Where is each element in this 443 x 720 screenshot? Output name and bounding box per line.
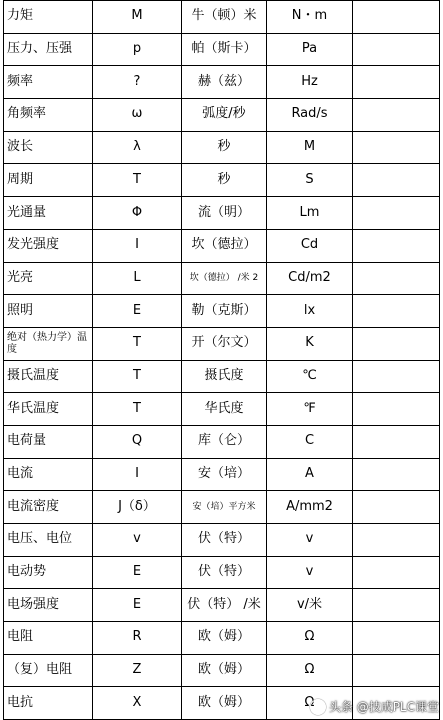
unit-name: 欧（姆）: [182, 687, 267, 720]
quantity-name: 电场强度: [4, 589, 93, 622]
unit-name: 赫（兹）: [182, 66, 267, 99]
units-table: [3, 0, 440, 720]
unit-name: 坎（德拉） /米 2: [182, 262, 267, 295]
table-row: [4, 99, 440, 132]
unit-symbol: lx: [267, 295, 353, 328]
table-row: [4, 295, 440, 328]
quantity-symbol: I: [93, 458, 182, 491]
unit-symbol: ℃: [267, 360, 353, 393]
table-row: [4, 229, 440, 262]
empty-cell: [353, 360, 440, 393]
units-table-body: [4, 1, 440, 720]
unit-symbol: v/米: [267, 589, 353, 622]
quantity-symbol: L: [93, 262, 182, 295]
quantity-name: 力矩: [4, 1, 93, 34]
unit-symbol: Ω: [267, 687, 353, 720]
empty-cell: [353, 622, 440, 655]
quantity-name: （复）电阻: [4, 654, 93, 687]
unit-symbol: A: [267, 458, 353, 491]
table-row: [4, 393, 440, 426]
quantity-symbol: J（δ）: [93, 491, 182, 524]
quantity-symbol: E: [93, 295, 182, 328]
unit-name: 欧（姆）: [182, 622, 267, 655]
quantity-name: 光通量: [4, 197, 93, 230]
unit-name: 弧度/秒: [182, 99, 267, 132]
empty-cell: [353, 491, 440, 524]
watermark-text: 头条 @技成PLC课堂: [328, 700, 439, 714]
quantity-symbol: v: [93, 524, 182, 557]
unit-symbol: N・m: [267, 1, 353, 34]
empty-cell: [353, 1, 440, 34]
unit-symbol: C: [267, 425, 353, 458]
quantity-name: 频率: [4, 66, 93, 99]
unit-name: 牛（顿）米: [182, 1, 267, 34]
unit-name: 秒: [182, 164, 267, 197]
quantity-symbol: X: [93, 687, 182, 720]
quantity-name: 发光强度: [4, 229, 93, 262]
quantity-symbol: E: [93, 556, 182, 589]
quantity-name: 绝对（热力学）温度: [4, 327, 93, 360]
table-row: [4, 327, 440, 360]
unit-name: 帕（斯卡）: [182, 33, 267, 66]
quantity-symbol: ?: [93, 66, 182, 99]
empty-cell: [353, 458, 440, 491]
unit-name: 欧（姆）: [182, 654, 267, 687]
empty-cell: [353, 295, 440, 328]
empty-cell: [353, 524, 440, 557]
quantity-symbol: ω: [93, 99, 182, 132]
unit-name: 秒: [182, 131, 267, 164]
unit-symbol: Ω: [267, 622, 353, 655]
table-row: [4, 131, 440, 164]
quantity-name: 电抗: [4, 687, 93, 720]
table-row: [4, 360, 440, 393]
quantity-symbol: R: [93, 622, 182, 655]
table-row: [4, 1, 440, 34]
quantity-name: 电流密度: [4, 491, 93, 524]
unit-name: 摄氏度: [182, 360, 267, 393]
quantity-symbol: M: [93, 1, 182, 34]
table-row: [4, 491, 440, 524]
quantity-symbol: Z: [93, 654, 182, 687]
table-row: [4, 164, 440, 197]
quantity-name: 电阻: [4, 622, 93, 655]
quantity-name: 华氏温度: [4, 393, 93, 426]
table-row: [4, 33, 440, 66]
quantity-symbol: T: [93, 360, 182, 393]
empty-cell: [353, 33, 440, 66]
watermark-logo-icon: [310, 699, 326, 715]
unit-name: 伏（特）: [182, 524, 267, 557]
unit-symbol: Hz: [267, 66, 353, 99]
quantity-name: 波长: [4, 131, 93, 164]
quantity-name: 摄氏温度: [4, 360, 93, 393]
unit-symbol: Cd: [267, 229, 353, 262]
quantity-name: 压力、压强: [4, 33, 93, 66]
empty-cell: [353, 131, 440, 164]
unit-symbol: S: [267, 164, 353, 197]
quantity-name: 光亮: [4, 262, 93, 295]
empty-cell: [353, 99, 440, 132]
quantity-name: 电动势: [4, 556, 93, 589]
quantity-name: 照明: [4, 295, 93, 328]
table-row: [4, 654, 440, 687]
table-row: [4, 556, 440, 589]
unit-name: 坎（德拉）: [182, 229, 267, 262]
empty-cell: [353, 327, 440, 360]
unit-name: 勒（克斯）: [182, 295, 267, 328]
unit-name: 伏（特）: [182, 556, 267, 589]
empty-cell: [353, 556, 440, 589]
unit-symbol: Cd/m2: [267, 262, 353, 295]
quantity-symbol: I: [93, 229, 182, 262]
table-row: [4, 589, 440, 622]
empty-cell: [353, 589, 440, 622]
quantity-symbol: T: [93, 393, 182, 426]
empty-cell: [353, 66, 440, 99]
quantity-symbol: T: [93, 327, 182, 360]
unit-name: 流（明）: [182, 197, 267, 230]
unit-name: 安（培）: [182, 458, 267, 491]
empty-cell: [353, 425, 440, 458]
unit-symbol: M: [267, 131, 353, 164]
empty-cell: [353, 197, 440, 230]
table-row: [4, 425, 440, 458]
unit-symbol: v: [267, 556, 353, 589]
unit-symbol: Ω: [267, 654, 353, 687]
table-row: [4, 262, 440, 295]
unit-name: 库（仑）: [182, 425, 267, 458]
quantity-symbol: E: [93, 589, 182, 622]
unit-name: 开（尔文）: [182, 327, 267, 360]
unit-symbol: Rad/s: [267, 99, 353, 132]
quantity-name: 电流: [4, 458, 93, 491]
unit-symbol: ℉: [267, 393, 353, 426]
table-row: [4, 197, 440, 230]
table-row: [4, 458, 440, 491]
unit-symbol: v: [267, 524, 353, 557]
watermark: [310, 698, 439, 715]
quantity-symbol: p: [93, 33, 182, 66]
quantity-name: 角频率: [4, 99, 93, 132]
empty-cell: [353, 262, 440, 295]
quantity-symbol: Q: [93, 425, 182, 458]
quantity-name: 电压、电位: [4, 524, 93, 557]
empty-cell: [353, 164, 440, 197]
quantity-name: 电荷量: [4, 425, 93, 458]
empty-cell: [353, 654, 440, 687]
unit-symbol: K: [267, 327, 353, 360]
quantity-symbol: λ: [93, 131, 182, 164]
table-row: [4, 622, 440, 655]
unit-symbol: Lm: [267, 197, 353, 230]
quantity-name: 周期: [4, 164, 93, 197]
table-row: [4, 524, 440, 557]
empty-cell: [353, 393, 440, 426]
quantity-symbol: T: [93, 164, 182, 197]
quantity-symbol: Φ: [93, 197, 182, 230]
unit-name: 华氏度: [182, 393, 267, 426]
unit-symbol: Pa: [267, 33, 353, 66]
table-row: [4, 66, 440, 99]
unit-symbol: A/mm2: [267, 491, 353, 524]
unit-name: 安（培）平方米: [182, 491, 267, 524]
empty-cell: [353, 229, 440, 262]
unit-name: 伏（特） /米: [182, 589, 267, 622]
